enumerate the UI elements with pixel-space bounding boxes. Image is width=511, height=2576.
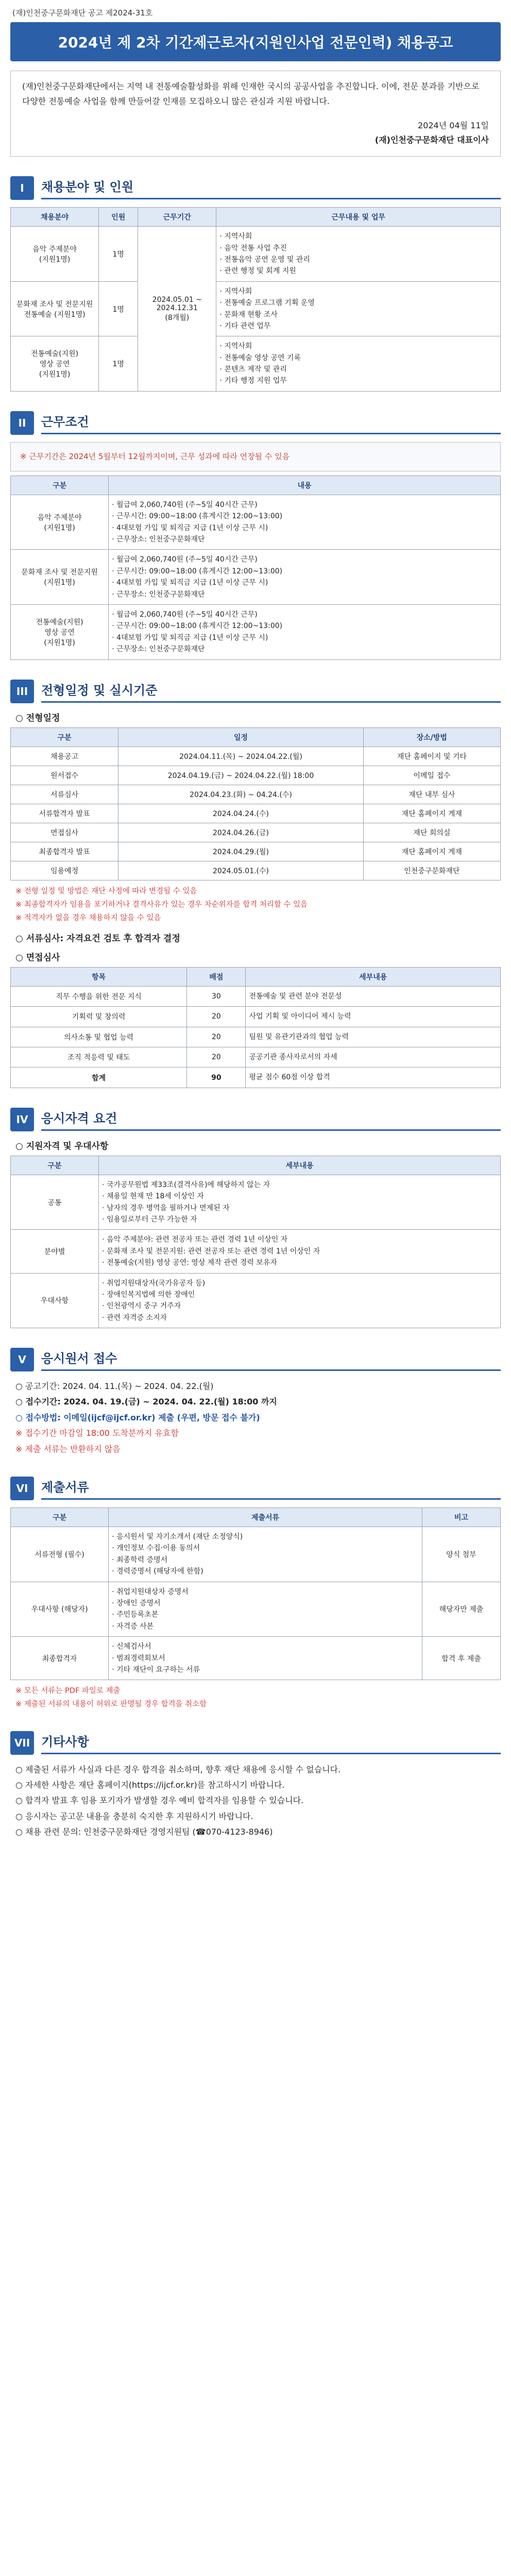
section-number: V <box>10 1348 34 1371</box>
section-number: IV <box>10 1108 34 1131</box>
cell-step: 서류심사 <box>11 785 118 804</box>
table-row <box>11 842 501 861</box>
cell-type: 분야별 <box>11 1230 99 1273</box>
col-header: 배점 <box>187 967 246 986</box>
cell-place: 재단 회의실 <box>363 823 500 842</box>
table-row <box>11 1582 501 1637</box>
work-cond-table <box>10 476 501 660</box>
section-number: III <box>10 680 34 703</box>
page-title: 2024년 제 2차 기간제근로자(지원인사업 전문인력) 채용공고 <box>10 22 501 61</box>
qual-subtitle: ○ 지원자격 및 우대사항 <box>15 1141 109 1151</box>
col-header: 채용분야 <box>11 208 99 227</box>
cell-score: 90 <box>187 1067 246 1088</box>
cell-doc: · 신체검사서 · 범죄경력회보서 · 기타 재단이 요구하는 서류 <box>109 1637 422 1680</box>
table-row <box>11 1047 501 1067</box>
cell-duty: · 지역사회 · 전통예술 영상 공연 기록 · 콘텐츠 제작 및 관리 · 기타 행정 지원 업무 <box>216 336 501 392</box>
cell-step: 원서접수 <box>11 766 118 785</box>
cell-score: 20 <box>187 1027 246 1047</box>
cell-item: 합계 <box>11 1067 187 1088</box>
col-header: 구분 <box>11 727 118 747</box>
col-header: 항목 <box>11 967 187 986</box>
note-item: ※ 모든 서류는 PDF 파일로 제출 <box>15 1687 121 1696</box>
cell-step: 최종합격자 발표 <box>11 842 118 861</box>
notice-number: (재)인천중구문화재단 공고 제2024-31호 <box>12 8 153 18</box>
section-2-header <box>10 411 501 435</box>
eval-table <box>10 967 501 1088</box>
col-header: 세부내용 <box>99 1156 501 1175</box>
cell-detail: 전통예술 및 관련 분야 전문성 <box>246 986 501 1006</box>
cell-detail: 팀원 및 유관기관과의 협업 능력 <box>246 1027 501 1047</box>
application-item: ○ 공고기간: 2024. 04. 11.(목) ~ 2024. 04. 22.(월) <box>15 1381 214 1392</box>
table-row <box>11 550 501 605</box>
col-header: 근무기간 <box>138 208 216 227</box>
cell-type: 서류전형 (필수) <box>11 1527 109 1582</box>
note-item: ※ 최종합격자가 임용을 포기하거나 결격사유가 있는 경우 차순위자를 합격 처리할 수 있음 <box>15 900 308 909</box>
cell-desc: · 월급여 2,060,740원 (주~5일 40시간 근무) · 근무시간: 09:00~18:00 (휴게시간 12:00~13:00) · 4대보험 가입 및 퇴직금 지급 (1년 이상 근무 시) · 근무장소: 인천중구문화재단 <box>109 495 501 550</box>
cell-type: 문화재 조사 및 전문지원 (지원1명) <box>11 550 109 605</box>
cell-score: 30 <box>187 986 246 1006</box>
cell-place: 재단 홈페이지 게재 <box>363 804 500 823</box>
cell-type: 우대사항 (해당자) <box>11 1582 109 1637</box>
intro-org: (재)인천중구문화재단 대표이사 <box>374 135 489 145</box>
etc-item: ○ 채용 관련 문의: 인천중구문화재단 경영지원팀 (☎070-4123-8946) <box>15 1827 273 1837</box>
cell-detail: 공공기관 종사자로서의 자세 <box>246 1047 501 1067</box>
cell-note: 합격 후 제출 <box>422 1637 500 1680</box>
cell-count: 1명 <box>99 227 138 282</box>
col-header: 근무내용 및 업무 <box>216 208 501 227</box>
cell-duty: · 지역사회 · 음악 전통 사업 추진 · 전통음악 공연 운영 및 관리 · 관련 행정 및 회계 지원 <box>216 227 501 282</box>
cell-step: 임용예정 <box>11 861 118 880</box>
cell-field: 음악 주제분야 (지원1명) <box>11 227 99 282</box>
table-row <box>11 861 501 880</box>
table-row <box>11 1027 501 1047</box>
etc-item: ○ 제출된 서류가 사실과 다른 경우 합격을 취소하며, 향후 재단 채용에 응시할 수 없습니다. <box>15 1764 341 1774</box>
section-title: 전형일정 및 실시기준 <box>41 680 501 703</box>
cell-period: 2024.05.01 ~ 2024.12.31 (8개월) <box>138 227 216 392</box>
cell-score: 20 <box>187 1047 246 1067</box>
cell-desc: · 음악 주제분야: 관련 전공자 또는 관련 경력 1년 이상인 자 · 문화재 조사 및 전문지원: 관련 전공자 또는 관련 경력 1년 이상인 자 · 전통예술(지원) 영상 공연: 영상 제작 관련 경력 보유자 <box>99 1230 501 1273</box>
table-row <box>11 766 501 785</box>
documents-notes <box>15 1684 496 1711</box>
table-row <box>11 495 501 550</box>
table-row <box>11 1007 501 1027</box>
recruit-table <box>10 207 501 392</box>
etc-item: ○ 자세한 사항은 재단 홈페이지(https://ijcf.or.kr)를 참고하시기 바랍니다. <box>15 1780 285 1790</box>
cell-score: 20 <box>187 1007 246 1027</box>
cell-place: 재단 내부 심사 <box>363 785 500 804</box>
section-title: 응시원서 접수 <box>41 1348 501 1371</box>
cell-type: 음악 주제분야 (지원1명) <box>11 495 109 550</box>
cell-doc: · 응시원서 및 자기소개서 (재단 소정양식) · 개인정보 수집·이용 동의서 · 최종학력 증명서 · 경력증명서 (해당자에 한함) <box>109 1527 422 1582</box>
cell-desc: · 취업지원대상자(국가유공자 등) · 장애인복지법에 의한 장애인 · 인천광역시 중구 거주자 · 관련 자격증 소지자 <box>99 1273 501 1328</box>
cell-date: 2024.04.19.(금) ~ 2024.04.22.(월) 18:00 <box>118 766 364 785</box>
table-row <box>11 804 501 823</box>
section-title: 제출서류 <box>41 1477 501 1500</box>
col-header: 일정 <box>118 727 364 747</box>
cell-doc: · 취업지원대상자 증명서 · 장애인 증명서 · 주민등록초본 · 자격증 사본 <box>109 1582 422 1637</box>
col-header: 구분 <box>11 1508 109 1527</box>
col-header: 내용 <box>109 476 501 495</box>
note-item: ※ 전형 일정 및 방법은 재단 사정에 따라 변경될 수 있음 <box>15 887 197 895</box>
application-item: ※ 접수기간 마감일 18:00 도착분까지 유효함 <box>15 1428 179 1438</box>
cell-date: 2024.04.24.(수) <box>118 804 364 823</box>
schedule-notes <box>15 885 496 925</box>
cell-item: 의사소통 및 협업 능력 <box>11 1027 187 1047</box>
application-item: ○ 접수방법: 이메일(ijcf@ijcf.or.kr) 제출 (우편, 방문 접수 불가) <box>15 1412 260 1422</box>
cell-field: 전통예술(지원) 영상 공연 (지원1명) <box>11 336 99 392</box>
eval-subtitle-2: ○ 면접심사 <box>15 952 60 963</box>
cell-date: 2024.05.01.(수) <box>118 861 364 880</box>
note-item: ※ 적격자가 없을 경우 채용하지 않을 수 있음 <box>15 913 161 922</box>
table-row <box>11 281 501 336</box>
cell-place: 재단 홈페이지 게재 <box>363 842 500 861</box>
intro-box <box>10 71 501 157</box>
application-item: ○ 접수기간: 2024. 04. 19.(금) ~ 2024. 04. 22.(월) 18:00 까지 <box>15 1397 277 1407</box>
section-number: I <box>10 176 34 200</box>
section-5-header <box>10 1348 501 1371</box>
table-row <box>11 785 501 804</box>
schedule-subtitle: ○ 전형일정 <box>15 713 60 723</box>
section-title: 채용분야 및 인원 <box>41 177 501 199</box>
cell-place: 이메일 접수 <box>363 766 500 785</box>
section-6-header <box>10 1477 501 1500</box>
cell-item: 조직 적응력 및 태도 <box>11 1047 187 1067</box>
cell-count: 1명 <box>99 336 138 392</box>
cell-type: 공통 <box>11 1175 99 1230</box>
table-row <box>11 747 501 766</box>
cell-step: 채용공고 <box>11 747 118 766</box>
col-header: 비고 <box>422 1508 500 1527</box>
etc-item: ○ 응시자는 공고문 내용을 충분히 숙지한 후 지원하시기 바랍니다. <box>15 1811 253 1821</box>
etc-list <box>15 1762 496 1840</box>
col-header: 세부내용 <box>246 967 501 986</box>
section-title: 근무조건 <box>41 412 501 434</box>
section-1-header <box>10 176 501 200</box>
cell-note: 양식 첨부 <box>422 1527 500 1582</box>
table-row <box>11 227 501 282</box>
cell-date: 2024.04.11.(목) ~ 2024.04.22.(월) <box>118 747 364 766</box>
cell-type: 전통예술(지원) 영상 공연 (지원1명) <box>11 605 109 660</box>
col-header: 인원 <box>99 208 138 227</box>
cell-type: 최종합격자 <box>11 1637 109 1680</box>
col-header: 제출서류 <box>109 1508 422 1527</box>
intro-date: 2024년 04월 11일 <box>418 120 489 130</box>
cell-place: 재단 홈페이지 및 기타 <box>363 747 500 766</box>
table-row <box>11 1067 501 1088</box>
schedule-table <box>10 727 501 880</box>
cell-field: 문화재 조사 및 전문지원 전통예술 (지원1명) <box>11 281 99 336</box>
application-list <box>15 1379 496 1457</box>
section-7-header <box>10 1731 501 1755</box>
cell-date: 2024.04.26.(금) <box>118 823 364 842</box>
documents-table <box>10 1507 501 1680</box>
table-row <box>11 1273 501 1328</box>
col-header: 구분 <box>11 1156 99 1175</box>
qualification-table <box>10 1156 501 1328</box>
cell-place: 인천중구문화재단 <box>363 861 500 880</box>
eval-subtitle-1: ○ 서류심사: 자격요건 검토 후 합격자 결정 <box>15 933 180 944</box>
application-item: ※ 제출 서류는 반환하지 않음 <box>15 1444 121 1454</box>
col-header: 장소/방법 <box>363 727 500 747</box>
table-row <box>11 986 501 1006</box>
cell-detail: 평균 점수 60점 이상 합격 <box>246 1067 501 1088</box>
cell-date: 2024.04.23.(화) ~ 04.24.(수) <box>118 785 364 804</box>
cell-desc: · 국가공무원법 제33조(결격사유)에 해당하지 않는 자 · 채용일 현재 만 18세 이상인 자 · 남자의 경우 병역을 필하거나 면제된 자 · 임용일로부터 근무 가능한 자 <box>99 1175 501 1230</box>
intro-text: (재)인천중구문화재단에서는 지역 내 전통예술활성화를 위해 인재한 국시의 공공사업을 추진합니다. 이에, 전문 분과를 기반으로 다양한 전통예술 사업을 함께 만들어갈 인재를 모집하오니 많은 관심과 지원 바랍니다. <box>22 81 480 106</box>
table-row <box>11 336 501 392</box>
work-cond-intro: ※ 근무기간은 2024년 5월부터 12월까지이며, 근무 성과에 따라 연장될 수 있음 <box>10 442 501 471</box>
section-title: 응시자격 요건 <box>41 1108 501 1131</box>
cell-step: 면접심사 <box>11 823 118 842</box>
table-row <box>11 1637 501 1680</box>
cell-note: 해당자만 제출 <box>422 1582 500 1637</box>
etc-item: ○ 합격자 발표 후 임용 포기자가 발생할 경우 예비 합격자를 임용할 수 있습니다. <box>15 1795 304 1806</box>
cell-date: 2024.04.29.(월) <box>118 842 364 861</box>
section-number: VI <box>10 1477 34 1500</box>
cell-duty: · 지역사회 · 전통예술 프로그램 기획 운영 · 문화재 현황 조사 · 기타 관련 업무 <box>216 281 501 336</box>
section-number: II <box>10 411 34 435</box>
section-3-header <box>10 680 501 703</box>
table-row <box>11 823 501 842</box>
cell-item: 직무 수행을 위한 전문 지식 <box>11 986 187 1006</box>
table-row <box>11 1230 501 1273</box>
cell-type: 우대사항 <box>11 1273 99 1328</box>
table-row <box>11 1527 501 1582</box>
cell-count: 1명 <box>99 281 138 336</box>
section-number: VII <box>10 1731 34 1755</box>
table-row <box>11 1175 501 1230</box>
cell-step: 서류합격자 발표 <box>11 804 118 823</box>
section-title: 기타사항 <box>41 1732 501 1754</box>
cell-detail: 사업 기획 및 아이디어 제시 능력 <box>246 1007 501 1027</box>
table-row <box>11 605 501 660</box>
col-header: 구분 <box>11 476 109 495</box>
note-item: ※ 제출된 서류의 내용이 허위로 판명될 경우 합격을 취소함 <box>15 1700 207 1709</box>
cell-item: 기획력 및 창의력 <box>11 1007 187 1027</box>
cell-desc: · 월급여 2,060,740원 (주~5일 40시간 근무) · 근무시간: 09:00~18:00 (휴게시간 12:00~13:00) · 4대보험 가입 및 퇴직금 지급 (1년 이상 근무 시) · 근무장소: 인천중구문화재단 <box>109 605 501 660</box>
section-4-header <box>10 1108 501 1131</box>
cell-desc: · 월급여 2,060,740원 (주~5일 40시간 근무) · 근무시간: 09:00~18:00 (휴게시간 12:00~13:00) · 4대보험 가입 및 퇴직금 지급 (1년 이상 근무 시) · 근무장소: 인천중구문화재단 <box>109 550 501 605</box>
